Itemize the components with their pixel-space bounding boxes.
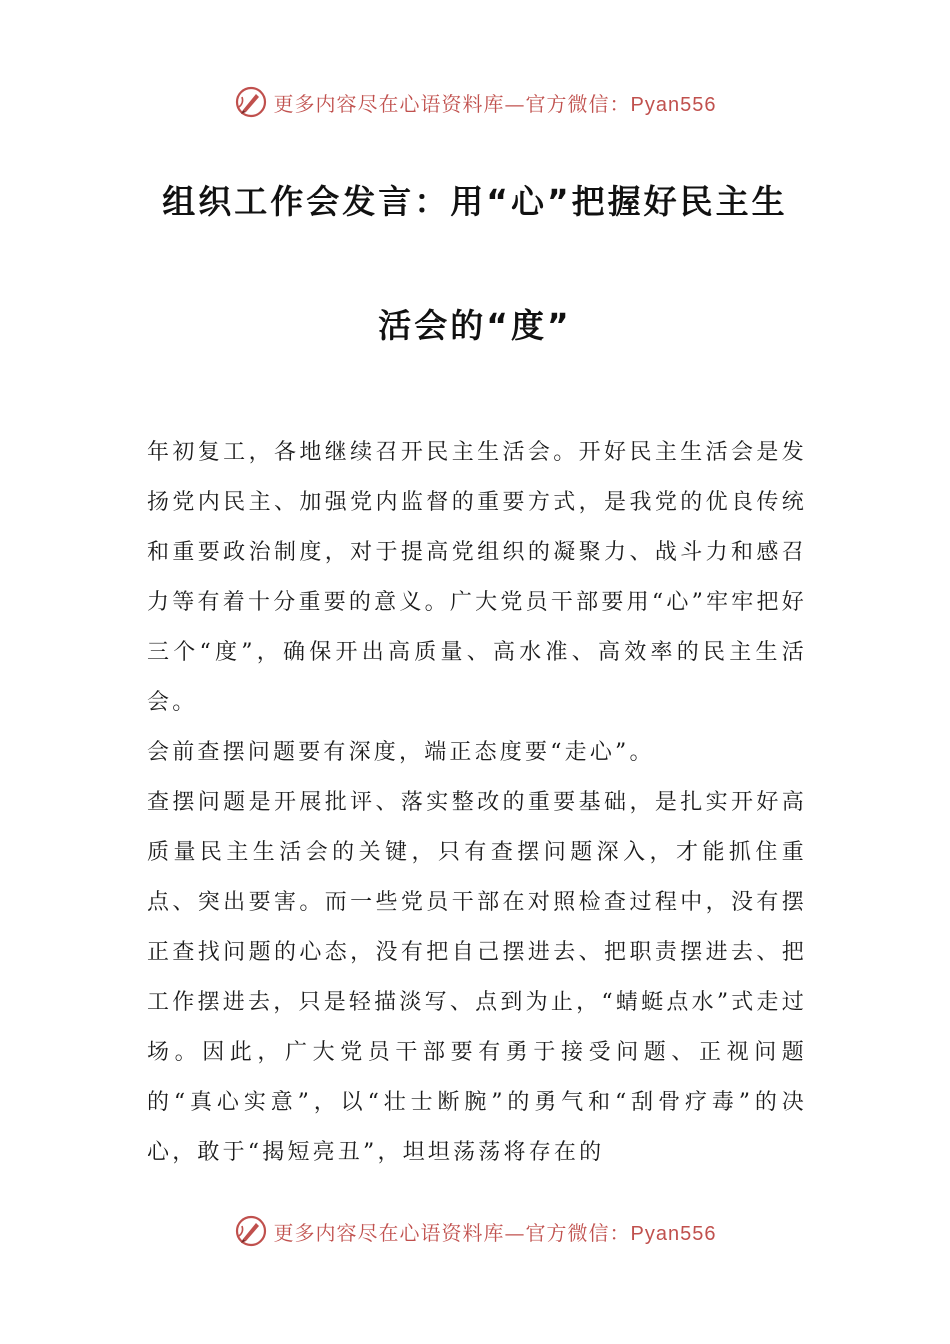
pen-logo-icon <box>234 85 268 119</box>
watermark-text: 更多内容尽在心语资料库—官方微信：Pyan556 <box>273 91 717 116</box>
paragraph: 会前查摆问题要有深度，端正态度要“走心”。 <box>147 740 655 765</box>
watermark-handle: Pyan556 <box>630 1222 717 1245</box>
document-body <box>147 428 807 1178</box>
paragraph: 查摆问题是开展批评、落实整改的重要基础，是扎实开好高质量民主生活会的关键，只有查摆问题深入，才能抓住重点、突出要害。而一些党员干部在对照检查过程中，没有摆正查找问题的心态，没有把自己摆进去、把职责摆进去、把工作摆进去，只是轻描淡写、点到为止，“蜻蜓点水”式走过场。因此，广大党员干部要有勇于接受问题、正视问题的“真心实意”，以“壮士断腕”的勇气和“刮骨疗毒”的决心，敢于“揭短亮丑”，坦坦荡荡将存在的 <box>147 790 807 1165</box>
document-title-line-1: 组织工作会发言：用“心”把握好民主生 <box>162 182 788 221</box>
document-title-line-2: 活会的“度” <box>378 306 572 345</box>
watermark-text: 更多内容尽在心语资料库—官方微信：Pyan556 <box>273 1220 717 1245</box>
footer-watermark <box>0 1211 950 1251</box>
pen-logo-icon <box>234 1214 268 1248</box>
watermark-handle: Pyan556 <box>630 93 717 116</box>
header-watermark <box>0 82 950 122</box>
paragraph: 年初复工，各地继续召开民主生活会。开好民主生活会是发扬党内民主、加强党内监督的重要方式，是我党的优良传统和重要政治制度，对于提高党组织的凝聚力、战斗力和感召力等有着十分重要的意义。广大党员干部要用“心”牢牢把好三个“度”，确保开出高质量、高水准、高效率的民主生活会。 <box>147 440 807 715</box>
